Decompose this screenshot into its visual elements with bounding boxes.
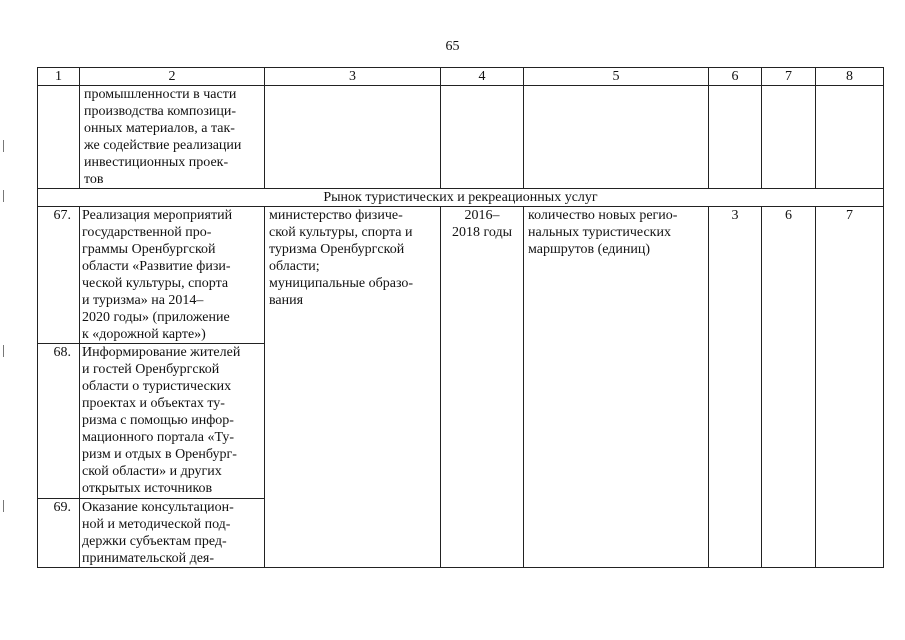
row-number: 67.: [38, 207, 80, 344]
section-title: Рынок туристических и рекреационных услуг: [38, 189, 884, 207]
binding-mark: [3, 500, 4, 512]
measure-text: Информирование жителей и гостей Оренбургской области о туристических проектах и объектах ту- ризма с помощью инфор- мационного портала «Ту- ризм и отдых в Оренбург- ской области» и других открытых источников: [80, 344, 265, 499]
binding-mark: [3, 140, 4, 152]
page-number: 65: [445, 39, 460, 54]
indicator-text: количество новых регио- нальных туристических маршрутов (единиц): [524, 207, 709, 568]
section-row: [38, 189, 884, 207]
empty-cell: [762, 86, 816, 189]
empty-cell: [441, 86, 524, 189]
empty-cell: [709, 86, 762, 189]
binding-mark: [3, 345, 4, 357]
continuation-num-cell: [38, 86, 80, 189]
empty-cell: [816, 86, 884, 189]
row-number: 69.: [38, 499, 80, 568]
column-header: 3: [265, 68, 441, 86]
empty-cell: [265, 86, 441, 189]
continuation-row: [38, 86, 884, 189]
indicator-value-2017: 6: [762, 207, 816, 568]
empty-cell: [524, 86, 709, 189]
continuation-text: промышленности в части производства композици- онных материалов, а так- же содействие реализации инвестиционных проек- тов: [80, 86, 265, 189]
column-header: 5: [524, 68, 709, 86]
column-header-row: [38, 68, 884, 86]
measure-text: Оказание консультацион- ной и методической под- держки субъектам пред- принимательской дея-: [80, 499, 265, 568]
measures-table: [37, 67, 884, 568]
column-header: 7: [762, 68, 816, 86]
responsible-text: министерство физиче- ской культуры, спорта и туризма Оренбургской области; муниципальные образо- вания: [265, 207, 441, 568]
column-header: 6: [709, 68, 762, 86]
table-row: [38, 207, 884, 344]
column-header: 8: [816, 68, 884, 86]
row-number: 68.: [38, 344, 80, 499]
indicator-value-2016: 3: [709, 207, 762, 568]
column-header: 4: [441, 68, 524, 86]
binding-mark: [3, 190, 4, 202]
period-text: 2016– 2018 годы: [441, 207, 524, 568]
column-header: 1: [38, 68, 80, 86]
measure-text: Реализация мероприятий государственной про- граммы Оренбургской области «Развитие физи- ческой культуры, спорта и туризма» на 2014– 2020 годы» (приложение к «дорожной карте»): [80, 207, 265, 344]
column-header: 2: [80, 68, 265, 86]
indicator-value-2018: 7: [816, 207, 884, 568]
